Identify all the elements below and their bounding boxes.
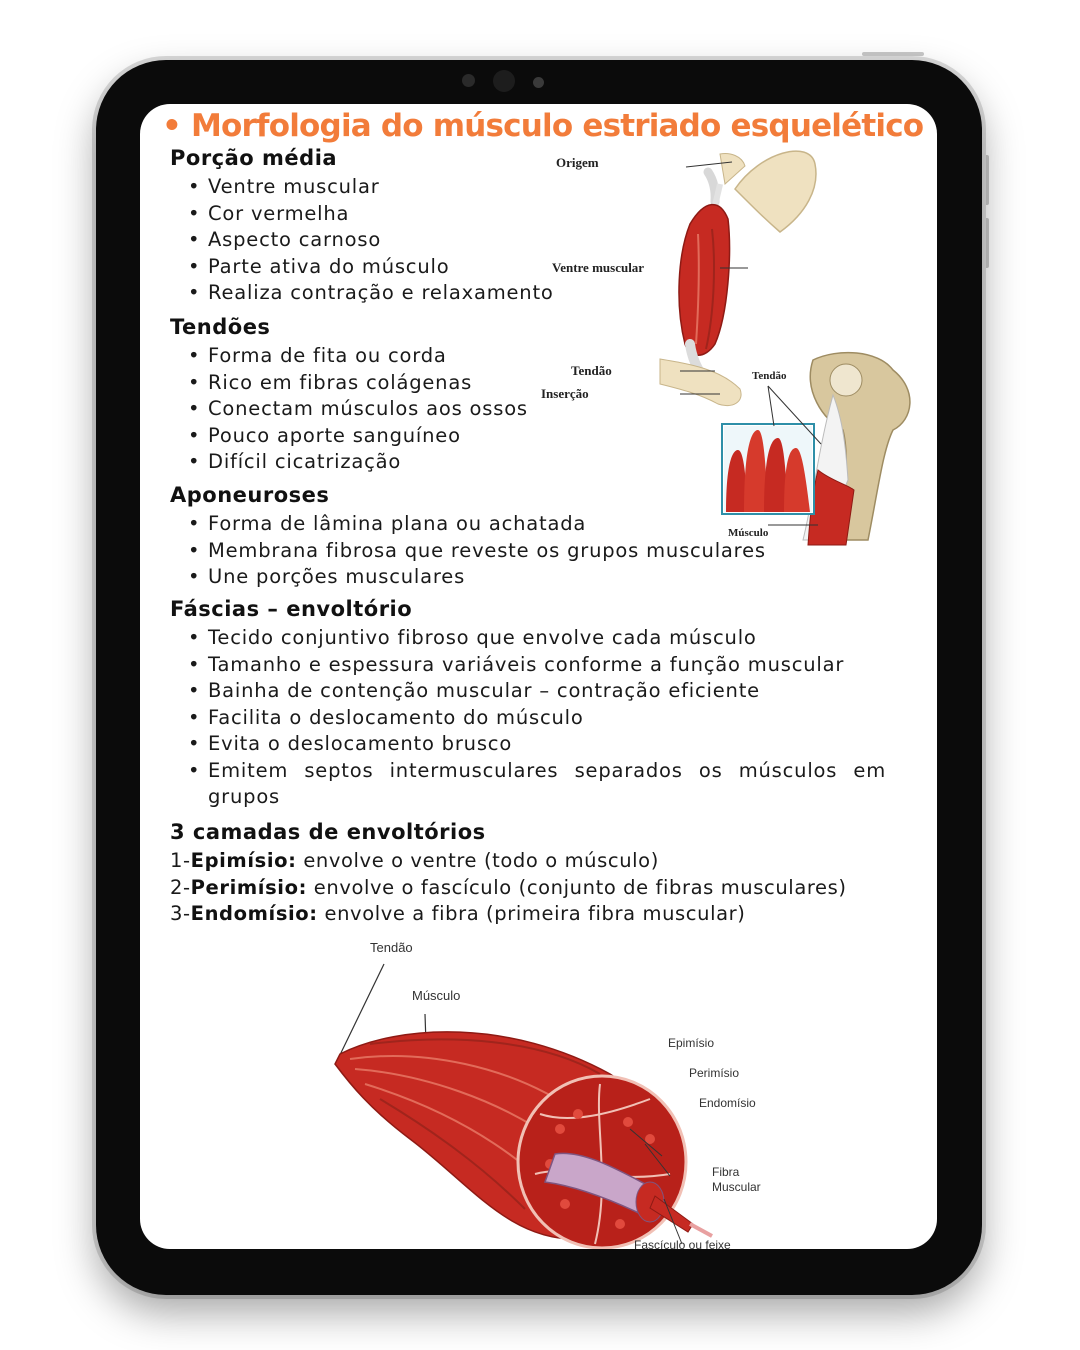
- label-insercao: Inserção: [541, 386, 589, 401]
- layer-row: 2-Perimísio: envolve o fascículo (conjunto de fibras musculares): [170, 875, 847, 899]
- label-tendao-hip: Tendão: [752, 370, 787, 382]
- list-item: • Emitem septos intermusculares separados os músculos em grupos: [188, 758, 886, 811]
- list-item: • Forma de lâmina plana ou achatada: [188, 511, 766, 538]
- list-aponeuroses: [188, 511, 769, 591]
- section-heading-aponeuroses: Aponeuroses: [170, 483, 330, 507]
- tablet-screen: [140, 104, 937, 1249]
- section-heading-porcao-media: Porção média: [170, 146, 338, 170]
- label-endomisio: Endomísio: [699, 1096, 756, 1110]
- label-perimisio: Perimísio: [689, 1066, 740, 1080]
- list-item: • Une porções musculares: [188, 564, 766, 591]
- label-ventre-muscular: Ventre muscular: [552, 260, 645, 275]
- page-title: • Morfologia do músculo estriado esquelético: [162, 108, 924, 144]
- label-tendao: Tendão: [571, 363, 612, 378]
- label-origem: Origem: [556, 155, 599, 170]
- layer-row: 1-Epimísio: envolve o ventre (todo o músculo): [170, 849, 659, 872]
- label-fibra: Fibra: [712, 1165, 740, 1179]
- label-muscular: Muscular: [712, 1180, 761, 1194]
- sensor-icon: [462, 74, 475, 87]
- list-item: • Forma de fita ou corda: [188, 343, 528, 370]
- muscle-cross-section-illustration: [310, 924, 770, 1249]
- list-item: • Difícil cicatrização: [188, 449, 528, 476]
- list-tendoes: [188, 343, 528, 476]
- list-porcao-media: [188, 174, 554, 307]
- list-item: • Tamanho e espessura variáveis conforme a função muscular: [188, 652, 886, 679]
- flash-icon: [533, 77, 544, 88]
- list-item: • Evita o deslocamento brusco: [188, 731, 886, 758]
- top-button[interactable]: [862, 52, 924, 56]
- camera-icon: [493, 70, 515, 92]
- label-fasciculo: Fascículo ou feixe: [634, 1238, 731, 1249]
- list-item: • Tecido conjuntivo fibroso que envolve cada músculo: [188, 625, 886, 652]
- list-item: • Realiza contração e relaxamento: [188, 280, 554, 307]
- section-heading-camadas: 3 camadas de envoltórios: [170, 820, 486, 844]
- list-item: • Cor vermelha: [188, 201, 554, 228]
- layers-list: [170, 848, 847, 928]
- volume-down-button[interactable]: [984, 218, 989, 268]
- list-item: • Aspecto carnoso: [188, 227, 554, 254]
- label-epimisio: Epimísio: [668, 1036, 715, 1050]
- list-item: • Parte ativa do músculo: [188, 254, 554, 281]
- section-heading-fascias: Fáscias – envoltório: [170, 597, 413, 621]
- list-item: • Rico em fibras colágenas: [188, 370, 528, 397]
- volume-up-button[interactable]: [984, 155, 989, 205]
- list-item: • Membrana fibrosa que reveste os grupos musculares: [188, 538, 766, 565]
- list-item: • Facilita o deslocamento do músculo: [188, 705, 886, 732]
- list-item: • Ventre muscular: [188, 174, 554, 201]
- label-musculo-cross: Músculo: [412, 988, 461, 1003]
- layer-row: 3-Endomísio: envolve a fibra (primeira fibra muscular): [170, 902, 746, 925]
- section-heading-tendoes: Tendões: [170, 315, 271, 339]
- list-item: • Bainha de contenção muscular – contração eficiente: [188, 678, 886, 705]
- list-item: • Conectam músculos aos ossos: [188, 396, 528, 423]
- label-tendao-cross: Tendão: [370, 940, 413, 955]
- list-item: • Pouco aporte sanguíneo: [188, 423, 528, 450]
- hip-tendon-illustration: [718, 350, 928, 546]
- label-musculo-hip: Músculo: [728, 527, 769, 539]
- list-fascias: [188, 625, 886, 811]
